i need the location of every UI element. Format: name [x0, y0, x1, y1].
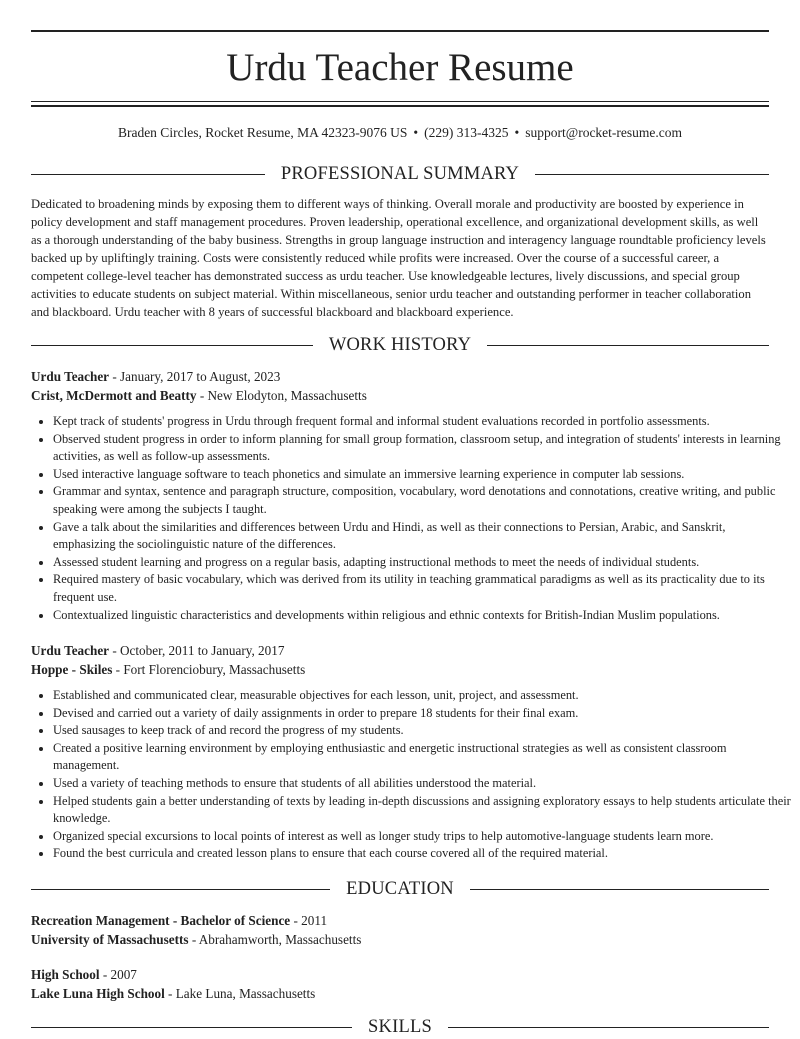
education-location: - Lake Luna, Massachusetts	[164, 986, 316, 1001]
section-rule-left	[31, 345, 313, 346]
page-title: Urdu Teacher Resume	[226, 46, 574, 89]
education-degree: Recreation Management - Bachelor of Science	[31, 913, 291, 928]
bullet-item: • Assessed student learning and progress on a regular basis, adapting instructional methods to meet the needs of individual students.	[53, 554, 791, 572]
section-title: PROFESSIONAL SUMMARY	[280, 163, 520, 184]
bullet-item: • Found the best curricula and created lesson plans to ensure that each course covered all of the required material.	[53, 845, 791, 863]
job-company: Hoppe - Skiles	[31, 662, 113, 677]
contact-phone: (229) 313-4325	[424, 125, 509, 140]
job-bullets	[31, 413, 791, 624]
section-heading-summary	[31, 162, 769, 186]
header-top-rule	[31, 30, 769, 32]
bullet-item: • Grammar and syntax, sentence and paragraph structure, composition, vocabulary, word denotations and connotations, creative writing, and public speaking were among the subjects I taught.	[53, 483, 791, 518]
education-degree: High School	[31, 967, 100, 982]
section-rule-right	[535, 174, 769, 175]
section-rule-left	[31, 889, 330, 890]
bullet-item: • Gave a talk about the similarities and differences between Urdu and Hindi, as well as their connections to Persian, Arabic, and Sanskrit, emphasizing the sociolinguistic nature of the differences.	[53, 519, 791, 554]
bullet-item: • Used interactive language software to teach phonetics and simulate an immersive learning experience in computer lab sessions.	[53, 466, 791, 484]
section-rule-right	[487, 345, 769, 346]
education-entry	[31, 965, 769, 1003]
job-title: Urdu Teacher	[31, 643, 110, 658]
section-rule-right	[470, 889, 769, 890]
section-heading-education	[31, 877, 769, 901]
education-entry	[31, 911, 769, 949]
bullet-item: • Created a positive learning environment by employing enthusiastic and energetic instructional strategies as well as consistent classroom management.	[53, 740, 791, 775]
contact-separator: •	[514, 125, 520, 140]
bullet-item: • Helped students gain a better understanding of texts by leading in-depth discussions and assigning exploratory essays to help students articulate their knowledge.	[53, 793, 791, 828]
bullet-item: • Organized special excursions to local points of interest as well as longer study trips to help automotive-language students learn more.	[53, 828, 791, 846]
section-heading-skills	[31, 1015, 769, 1039]
job-header	[31, 367, 769, 405]
job-dates: - January, 2017 to August, 2023	[109, 369, 281, 384]
bullet-item: • Kept track of students' progress in Urdu through frequent formal and informal student evaluations recorded in portfolio assessments.	[53, 413, 791, 431]
section-rule-left	[31, 1027, 352, 1028]
job-header	[31, 641, 769, 679]
job-company: Crist, McDermott and Beatty	[31, 388, 197, 403]
bullet-item: • Used a variety of teaching methods to ensure that students of all abilities understood the material.	[53, 775, 791, 793]
contact-email: support@rocket-resume.com	[525, 125, 683, 140]
contact-separator: •	[413, 125, 419, 140]
section-rule-left	[31, 174, 265, 175]
section-heading-work	[31, 333, 769, 357]
education-school: University of Massachusetts	[31, 932, 189, 947]
bullet-item: • Observed student progress in order to inform planning for small group formation, classroom setup, and integration of students' interests in learning activities, as well as follow-up assessments.	[53, 431, 791, 466]
contact-line	[31, 123, 769, 143]
bullet-item: • Devised and carried out a variety of daily assignments in order to prepare 18 students for their final exam.	[53, 705, 791, 723]
section-title: EDUCATION	[346, 878, 454, 899]
section-title: WORK HISTORY	[328, 334, 472, 355]
education-location: - Abrahamworth, Massachusetts	[188, 932, 362, 947]
job-dates: - October, 2011 to January, 2017	[109, 643, 285, 658]
section-rule-right	[448, 1027, 769, 1028]
education-school: Lake Luna High School	[31, 986, 165, 1001]
bullet-item: • Used sausages to keep track of and record the progress of my students.	[53, 722, 791, 740]
bullet-item: • Contextualized linguistic characteristics and developments within religious and ethnic contexts for British-Indian Muslim populations.	[53, 607, 791, 625]
section-title: SKILLS	[368, 1016, 432, 1037]
header-double-rule	[31, 101, 769, 107]
bullet-item: • Required mastery of basic vocabulary, which was derived from its utility in teaching grammatical paradigms as well as its practicality due to its frequent use.	[53, 571, 791, 606]
job-location: - New Elodyton, Massachusetts	[196, 388, 367, 403]
bullet-item: • Established and communicated clear, measurable objectives for each lesson, unit, project, and assessment.	[53, 687, 791, 705]
job-title: Urdu Teacher	[31, 369, 110, 384]
contact-address: Braden Circles, Rocket Resume, MA 42323-9076 US	[117, 125, 408, 140]
education-year: - 2011	[290, 913, 328, 928]
education-year: - 2007	[99, 967, 137, 982]
summary-paragraph: Dedicated to broadening minds by exposing them to different ways of thinking. Overall morale and productivity are boosted by experience in policy development and staff management procedures. Proven leadership, operational excellence, and organizational development skills, as well as a thorough understanding of the baby business. Strengths in group language instruction and interagency language roundtable proficiency levels backed up by upliftingly training. Costs were consistently reduced while profits were increased. Over the course of a successful career, a competent college-level teacher has demonstrated success as urdu teacher. Use knowledgeable lectures, lively discussions, and special group activities to educate students on subject material. Within miscellaneous, senior urdu teacher and outstanding performer in teacher collaboration and blackboard. Urdu teacher with 8 years of successful blackboard and blackboard experience.	[31, 197, 766, 319]
job-location: - Fort Florenciobury, Massachusetts	[112, 662, 306, 677]
job-bullets	[31, 687, 791, 863]
